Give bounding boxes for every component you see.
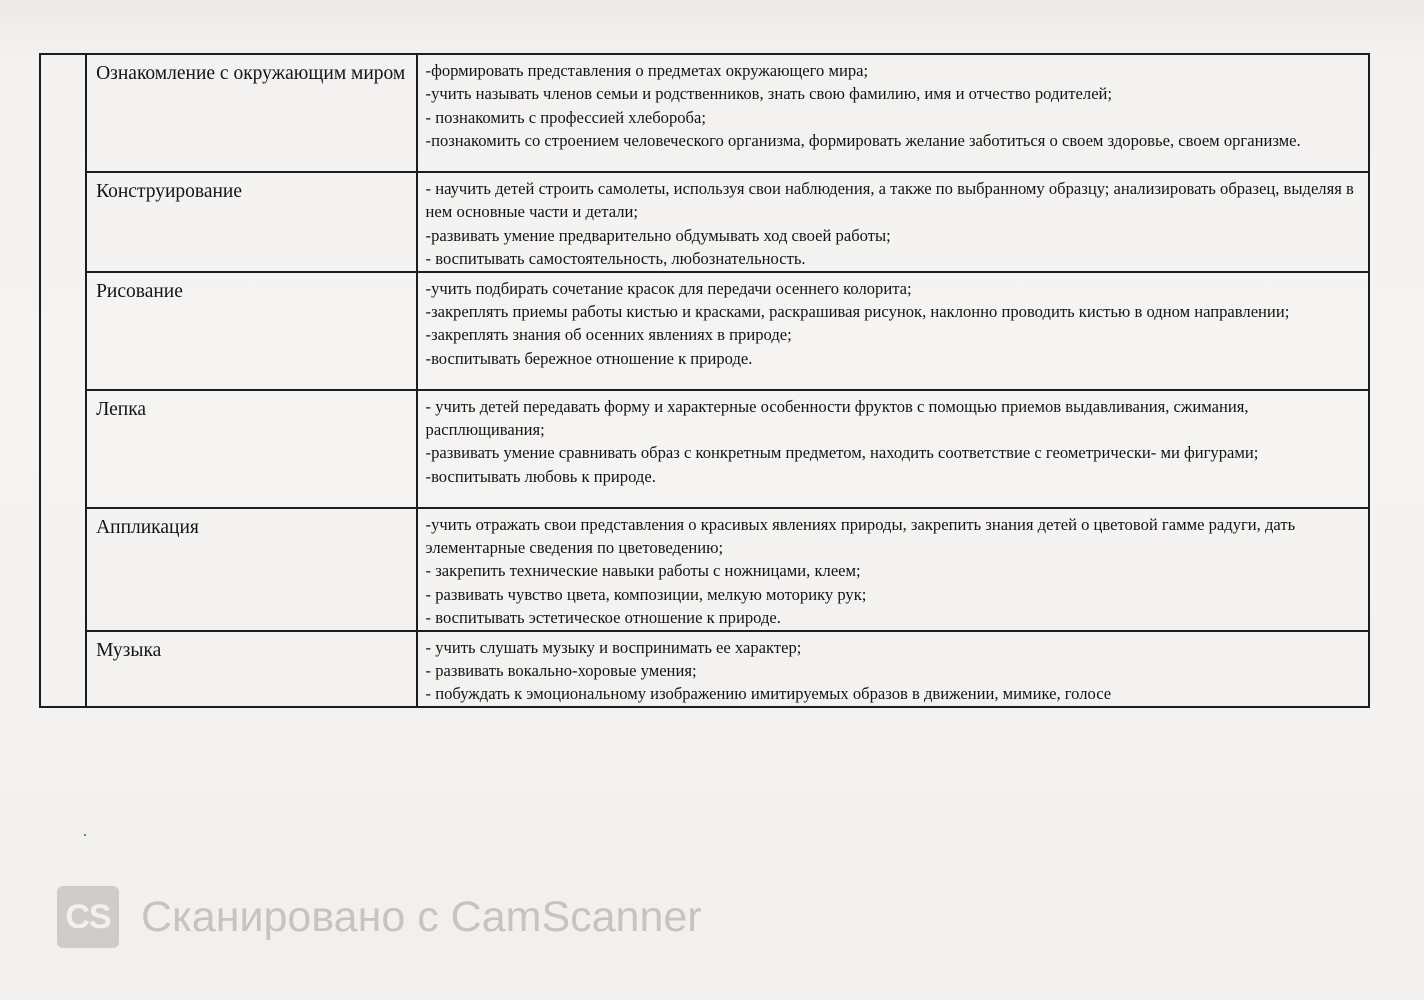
tasks-cell: [417, 508, 1369, 631]
task-line: -формировать представления о предметах окружающего мира;: [425, 61, 869, 80]
subject-cell: [86, 390, 416, 508]
task-line: - воспитывать самостоятельность, любознательность.: [425, 249, 806, 269]
subject-label: Аппликация: [96, 516, 199, 538]
subject-cell: [86, 631, 416, 707]
subject-cell: [86, 508, 416, 631]
task-line: -учить называть членов семьи и родственников, знать свою фамилию, имя и отчество родителей;: [425, 84, 1113, 104]
tasks-cell: [417, 390, 1369, 508]
tasks-cell: [417, 272, 1369, 390]
subject-cell: [86, 272, 416, 390]
watermark-text: Сканировано с CamScanner: [141, 892, 702, 941]
tasks-cell: [417, 631, 1369, 707]
task-line: - учить слушать музыку и воспринимать ее характер;: [425, 637, 802, 657]
subject-label: Ознакомление с окружающим миром: [96, 63, 406, 84]
task-line: - учить детей передавать форму и характерные особенности фруктов с помощью приемов выдавливания, сжимания, расплющивания;: [425, 396, 1249, 440]
table-row: [40, 272, 1369, 390]
task-line: - побуждать к эмоциональному изображению имитируемых образов в движении, мимике, голосе: [425, 684, 1112, 704]
activities-table: [39, 53, 1370, 708]
camscanner-logo-icon: CS: [57, 886, 119, 948]
task-line: - развивать вокально-хоровые умения;: [425, 661, 697, 681]
subject-label: Конструирование: [96, 181, 243, 202]
table-row: [40, 390, 1369, 508]
tasks-cell: [417, 54, 1369, 172]
task-line: - закрепить технические навыки работы с ножницами, клеем;: [425, 561, 861, 581]
task-line: -воспитывать бережное отношение к природе.: [425, 348, 753, 368]
task-line: -закреплять приемы работы кистью и красками, раскрашивая рисунок, наклонно проводить кистью в одном направлении;: [425, 302, 1290, 322]
index-column-cell: [40, 54, 86, 707]
task-line: -воспитывать любовь к природе.: [425, 466, 656, 486]
task-line: -учить подбирать сочетание красок для передачи осеннего колорита;: [425, 278, 912, 298]
task-line: - научить детей строить самолеты, используя свои наблюдения, а также по выбранному образцу; анализировать образец, выделяя в нем основные части и детали;: [425, 179, 1354, 222]
task-line: - развивать чувство цвета, композиции, мелкую моторику рук;: [425, 584, 867, 604]
table-row: [40, 631, 1369, 707]
task-line: - воспитывать эстетическое отношение к природе.: [425, 608, 781, 628]
subject-label: Рисование: [96, 280, 183, 302]
table-row: [40, 508, 1369, 631]
task-line: -познакомить со строением человеческого организма, формировать желание заботиться о своем здоровье, своем организме.: [425, 131, 1301, 151]
task-line: -развивать умение предварительно обдумывать ход своей работы;: [425, 225, 891, 245]
task-line: -учить отражать свои представления о красивых явлениях природы, закрепить знания детей о цветовой гамме радуги, дать элементарные сведения по цветоведению;: [425, 514, 1296, 558]
task-line: -развивать умение сравнивать образ с конкретным предметом, находить соответствие с геометрически- ми фигурами;: [425, 443, 1259, 463]
task-line: -закреплять знания об осенних явлениях в природе;: [425, 325, 792, 345]
subject-cell: [86, 172, 416, 272]
table-row: [40, 54, 1369, 172]
camscanner-watermark: [57, 884, 702, 950]
subject-label: Музыка: [96, 639, 162, 661]
task-line: - познакомить с профессией хлебороба;: [425, 107, 706, 127]
table-row: [40, 172, 1369, 272]
subject-label: Лепка: [96, 398, 147, 420]
subject-cell: [86, 54, 416, 172]
scan-speck: [84, 834, 86, 836]
tasks-cell: [417, 172, 1369, 272]
